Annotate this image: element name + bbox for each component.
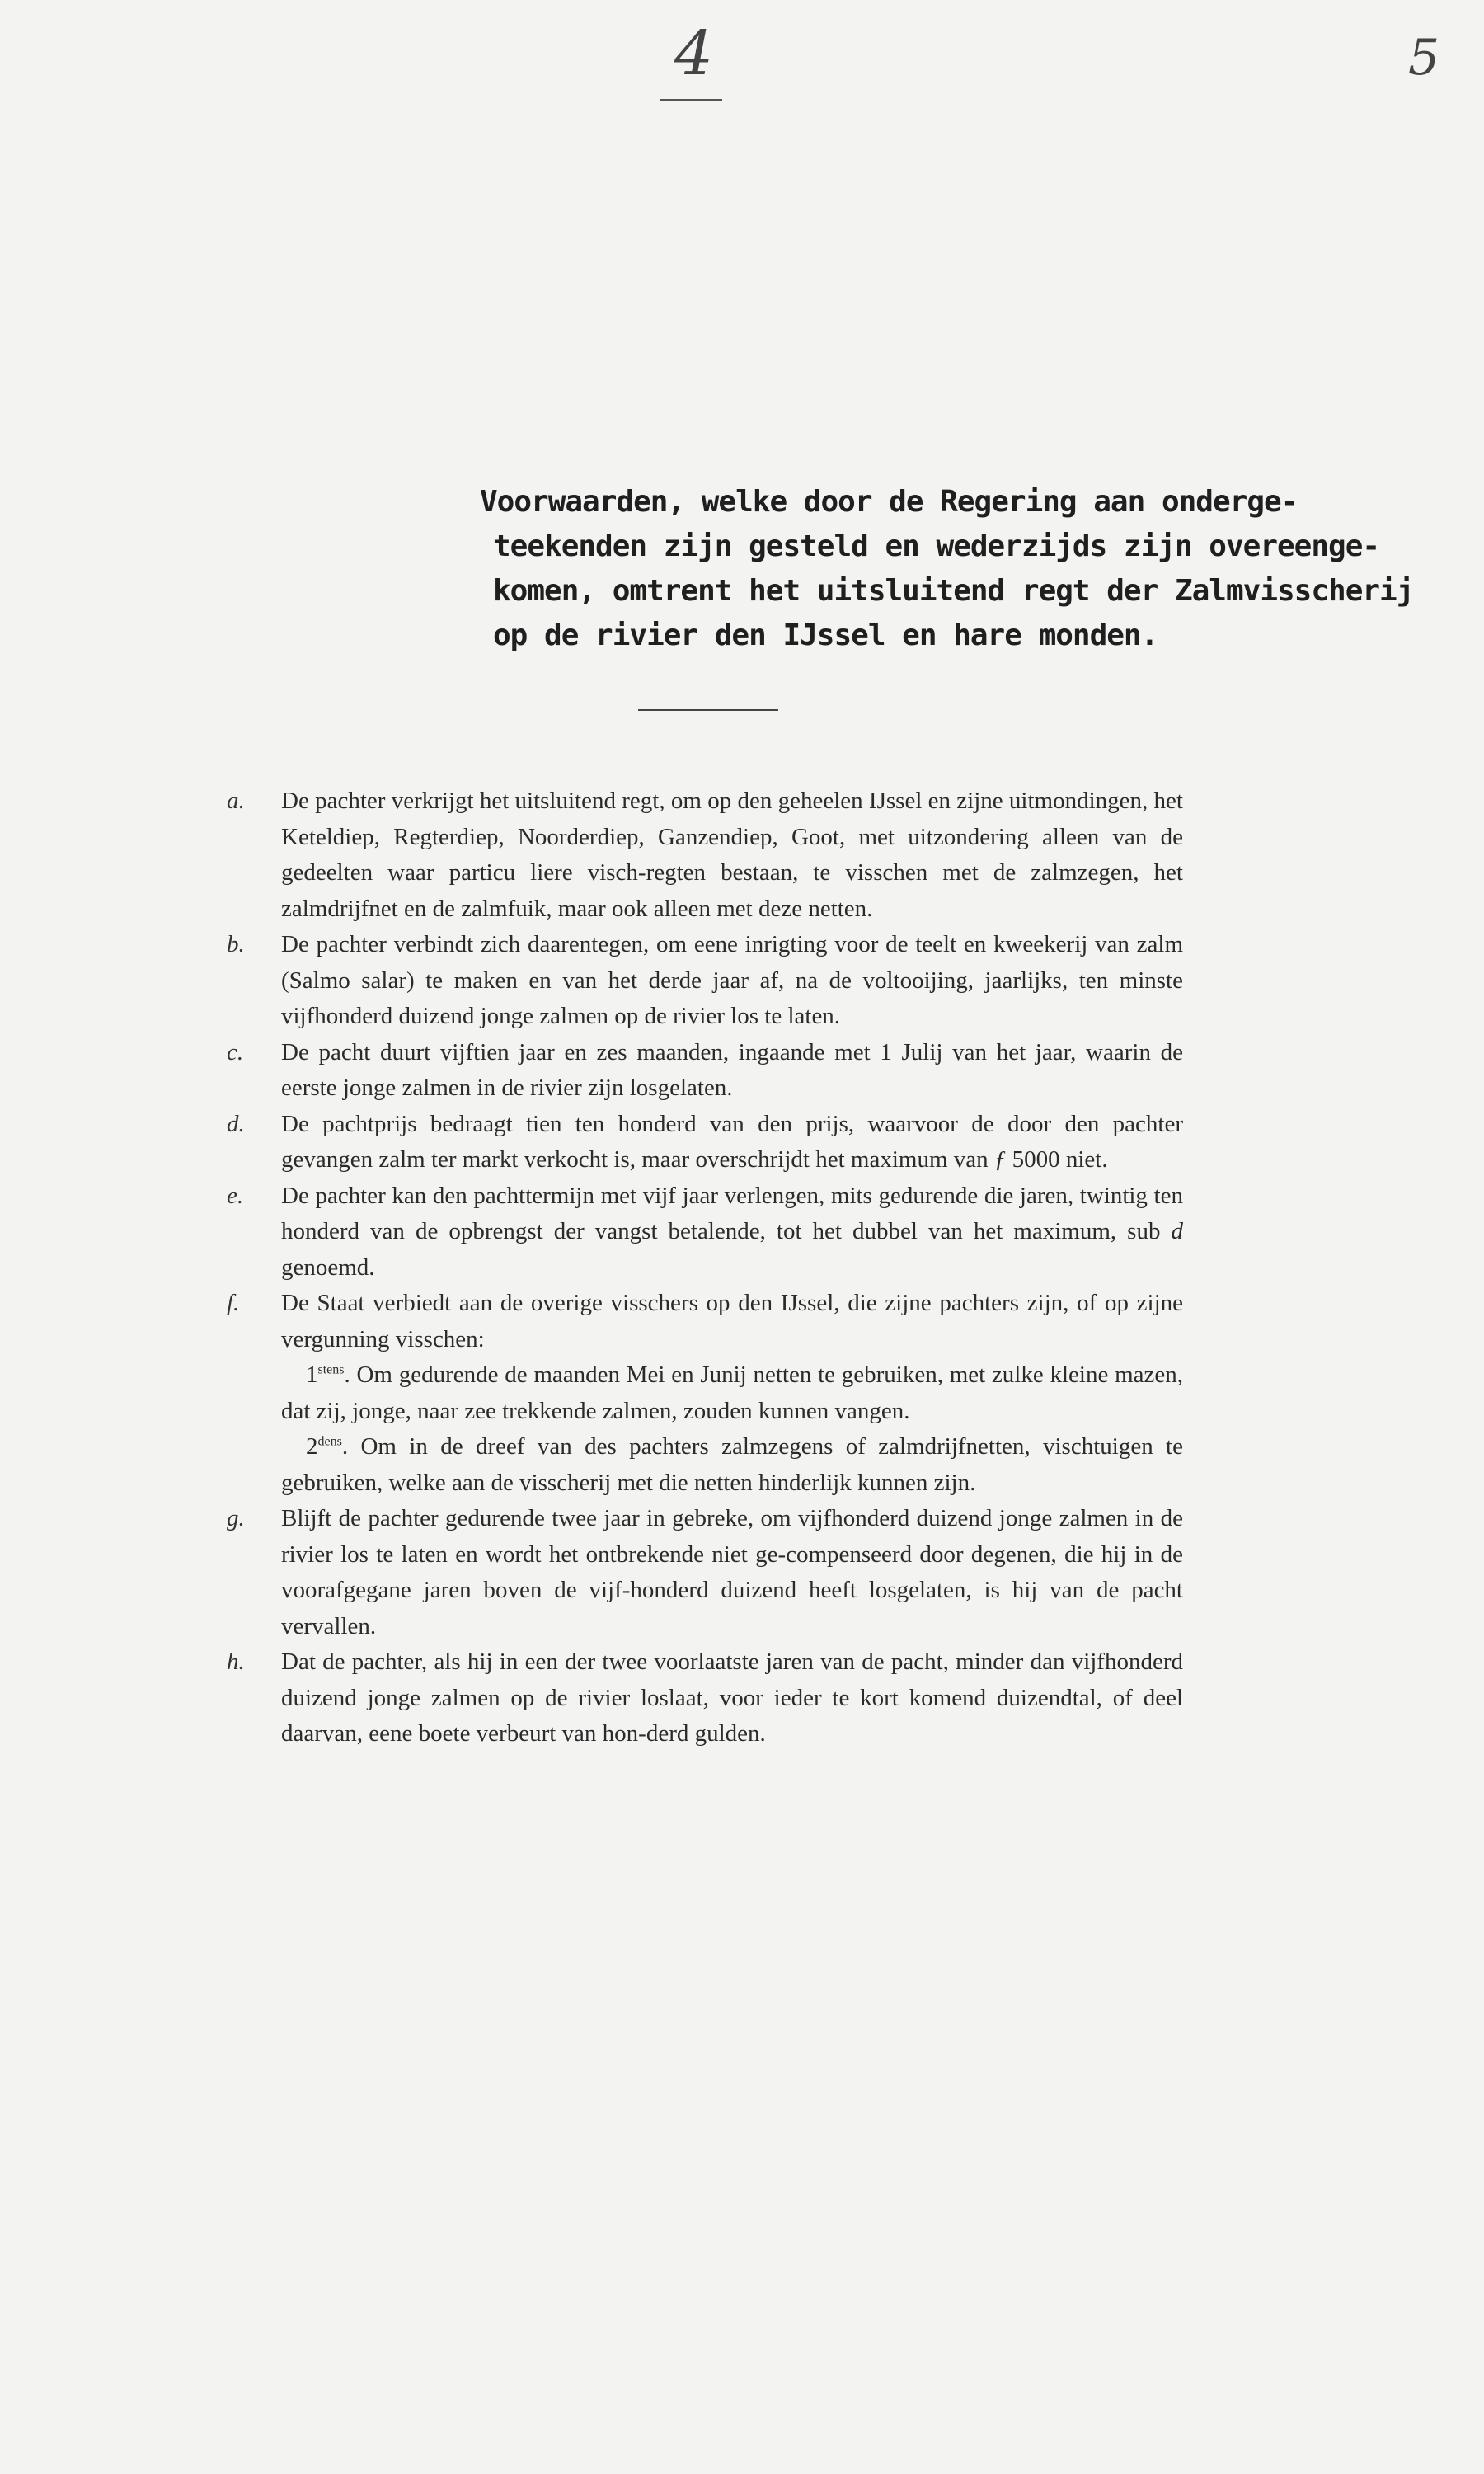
handwritten-underline [660,99,722,101]
clause-d [227,1107,1183,1178]
clause-marker: c. [227,1038,244,1065]
clause-text: Blijft de pachter gedurende twee jaar in gebreke, om vijfhonderd duizend jonge zalmen in de rivier los te laten en wordt het ontbrekende niet ge-compenseerd door degenen, die hij in de voorafgegane jaren boven de vijf-honderd duizend heeft losgelaten, is hij van de pacht vervallen. [281,1505,1183,1639]
clause-h [227,1644,1183,1752]
subclause-text: . Om in de dreef van des pachters zalmzegens of zalmdrijfnetten, vischtuigen te gebruiken, welke aan de visscherij met die netten hinderlijk kunnen zijn. [281,1433,1183,1496]
title-line: op de rivier den IJssel en hare monden. [493,618,1158,652]
clause-marker: b. [227,931,245,957]
title-line: Voorwaarden, welke door de Regering aan onderge- [480,485,1298,519]
clause-list [227,783,1183,1752]
clause-text: De pachter verkrijgt het uitsluitend regt, om op den geheelen IJssel en zijne uitmondingen, het Keteldiep, Regterdiep, Noorderdiep, Ganzendiep, Goot, met uitzondering alleen van de gedeelten waar particu liere visch-regten bestaan, te visschen met de zalmzegen, het zalmdrijfnet en de zalmfuik, maar ook alleen met deze netten. [281,788,1183,922]
clause-reference: d [1171,1218,1183,1244]
clause-g [227,1501,1183,1644]
clause-b [227,927,1183,1035]
clause-text-part: 5000 niet. [1012,1146,1108,1173]
subclause-2 [281,1429,1183,1501]
handwritten-folio-number: 4 [674,18,714,89]
clause-marker: d. [227,1110,245,1137]
clause-text: De pachter verbindt zich daarentegen, om eene inrigting voor de teelt en kweekerij van zalm (Salmo salar) te maken en van het derde jaar af, na de voltooijing, jaarlijks, ten minste vijfhonderd duizend jonge zalmen op de rivier los te laten. [281,931,1183,1029]
subclause-number: 2 [306,1433,318,1460]
clause-c [227,1035,1183,1107]
clause-a [227,783,1183,927]
clause-e [227,1178,1183,1286]
clause-text: Dat de pachter, als hij in een der twee voorlaatste jaren van de pacht, minder dan vijfhonderd duizend jonge zalmen op de rivier loslaat, voor ieder te kort komend duizendtal, of deel daarvan, eene boete verbeurt van hon-derd gulden. [281,1649,1183,1747]
clause-marker: a. [227,788,245,814]
clause-marker: h. [227,1649,245,1675]
clause-text [281,1107,1183,1178]
clause-text [281,1178,1183,1286]
title-line: teekenden zijn gesteld en wederzijds zijn overeenge- [493,529,1380,563]
clause-text: De pacht duurt vijftien jaar en zes maanden, ingaande met 1 Julij van het jaar, waarin de eerste jonge zalmen in de rivier zijn losgelaten. [281,1038,1183,1101]
subclause-1 [281,1357,1183,1429]
clause-marker: f. [227,1290,240,1316]
subclause-number: 1 [306,1362,318,1388]
clause-marker: g. [227,1505,245,1531]
document-title [480,480,1414,658]
clause-text-part: De pachter kan den pachttermijn met vijf jaar verlengen, mits gedurende die jaren, twintig ten honderd van de opbrengst der vangst betalende, tot het dubbel van het maximum, sub [281,1182,1183,1244]
section-divider [638,709,778,711]
clause-f [227,1286,1183,1501]
currency-symbol: ƒ [993,1146,1007,1173]
clause-text: De Staat verbiedt aan de overige visschers op den IJssel, die zijne pachters zijn, of op zijne vergunning visschen: [281,1290,1183,1352]
subclause-text: . Om gedurende de maanden Mei en Junij netten te gebruiken, met zulke kleine mazen, dat zij, jonge, naar zee trekkende zalmen, zouden kunnen vangen. [281,1362,1183,1424]
subclause-ordinal: stens [317,1362,345,1377]
clause-text-part: De pachtprijs bedraagt tien ten honderd van den prijs, waarvoor de door den pachter gevangen zalm ter markt verkocht is, maar overschrijdt het maximum van [281,1110,1183,1173]
title-line: komen, omtrent het uitsluitend regt der Zalmvisscherij [493,574,1414,608]
handwritten-page-number: 5 [1408,29,1440,87]
clause-text-part: genoemd. [281,1253,375,1281]
subclause-ordinal: dens [317,1434,342,1449]
clause-marker: e. [227,1182,244,1209]
